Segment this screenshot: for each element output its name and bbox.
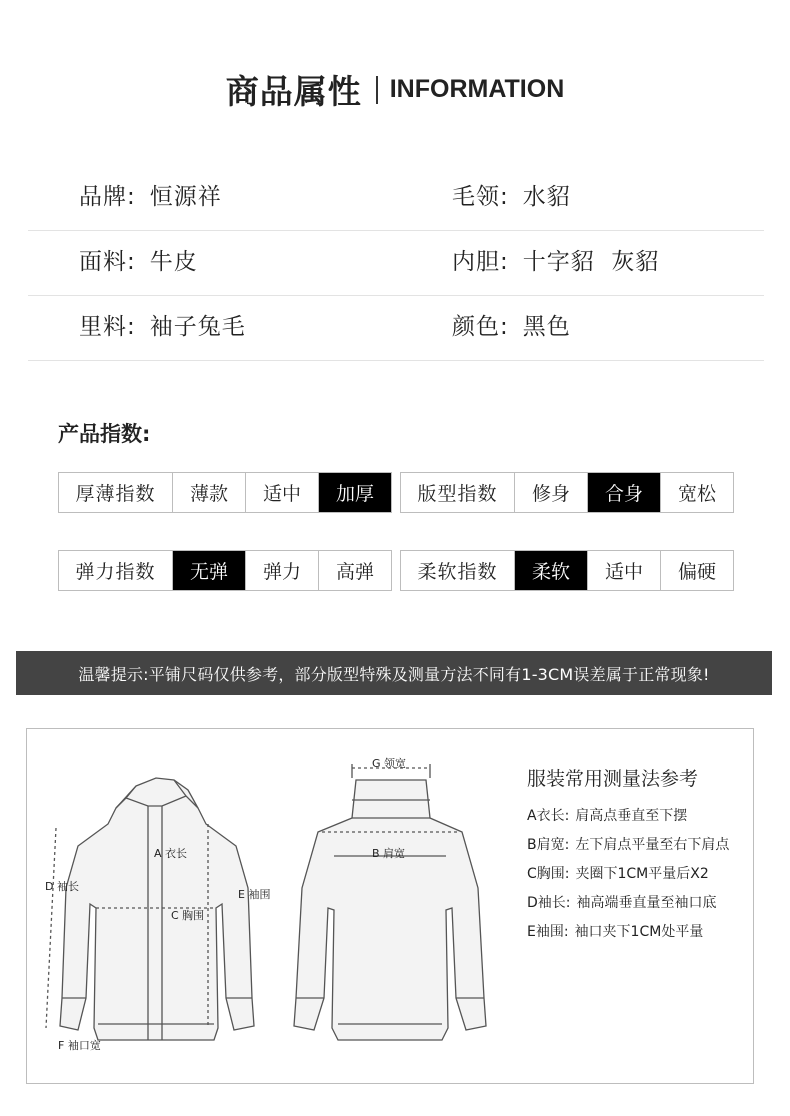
attribute-row — [28, 166, 764, 231]
notice-bar: 温馨提示:平铺尺码仅供参考，部分版型特殊及测量方法不同有1-3CM误差属于正常现象! — [16, 651, 772, 695]
index-heading: 产品指数: — [58, 422, 151, 446]
index-option: 弹力 — [245, 551, 318, 590]
index-option: 加厚 — [318, 473, 391, 512]
measure-item: C胸围: 夹圈下1CM平量后X2 — [527, 866, 709, 882]
diagram-label-c: C 胸围 — [171, 909, 205, 922]
index-option: 宽松 — [660, 473, 733, 512]
index-option: 薄款 — [172, 473, 245, 512]
index-option: 偏硬 — [660, 551, 733, 590]
attribute-lining: 里料: 袖子兔毛 — [79, 314, 246, 340]
diagram-label-d: D 袖长 — [45, 880, 79, 893]
title-divider — [376, 76, 378, 104]
attribute-row — [28, 231, 764, 296]
measure-title: 服装常用测量法参考 — [527, 768, 699, 790]
jacket-diagram — [26, 728, 526, 1084]
attribute-fabric: 面料: 牛皮 — [79, 249, 198, 275]
measure-item: A衣长: 肩高点垂直至下摆 — [527, 808, 688, 824]
attribute-row — [28, 296, 764, 361]
index-softness — [400, 550, 734, 591]
index-fit — [400, 472, 734, 513]
measure-item: D袖长: 袖高端垂直量至袖口底 — [527, 895, 717, 911]
title-cn: 商品属性 — [225, 72, 362, 111]
diagram-label-g: G 领宽 — [372, 757, 407, 770]
title-en: INFORMATION — [389, 75, 565, 103]
attribute-table — [28, 166, 764, 361]
index-thickness — [58, 472, 392, 513]
index-option: 适中 — [587, 551, 660, 590]
index-label: 柔软指数 — [417, 561, 498, 583]
index-label: 弹力指数 — [75, 561, 156, 583]
index-option: 适中 — [245, 473, 318, 512]
attribute-color: 颜色: 黑色 — [452, 314, 571, 340]
jacket-front-drawing — [46, 778, 254, 1040]
index-label: 版型指数 — [417, 483, 498, 505]
index-option: 修身 — [514, 473, 587, 512]
section-title — [0, 66, 790, 113]
diagram-label-a: A 衣长 — [154, 847, 188, 860]
jacket-back-drawing — [294, 764, 486, 1040]
index-label: 厚薄指数 — [75, 483, 156, 505]
attribute-collar: 毛领: 水貂 — [452, 184, 571, 210]
attribute-liner: 内胆: 十字貂 灰貂 — [452, 249, 660, 275]
index-option: 合身 — [587, 473, 660, 512]
index-option: 高弹 — [318, 551, 391, 590]
diagram-label-e: E 袖围 — [238, 888, 271, 901]
index-option: 无弹 — [172, 551, 245, 590]
attribute-brand: 品牌: 恒源祥 — [79, 184, 222, 210]
measure-item: B肩宽: 左下肩点平量至右下肩点 — [527, 837, 730, 853]
diagram-label-b: B 肩宽 — [372, 847, 406, 860]
index-elastic — [58, 550, 392, 591]
measure-item: E袖围: 袖口夹下1CM处平量 — [527, 924, 704, 940]
diagram-label-f: F 袖口宽 — [58, 1039, 101, 1052]
index-option: 柔软 — [514, 551, 587, 590]
